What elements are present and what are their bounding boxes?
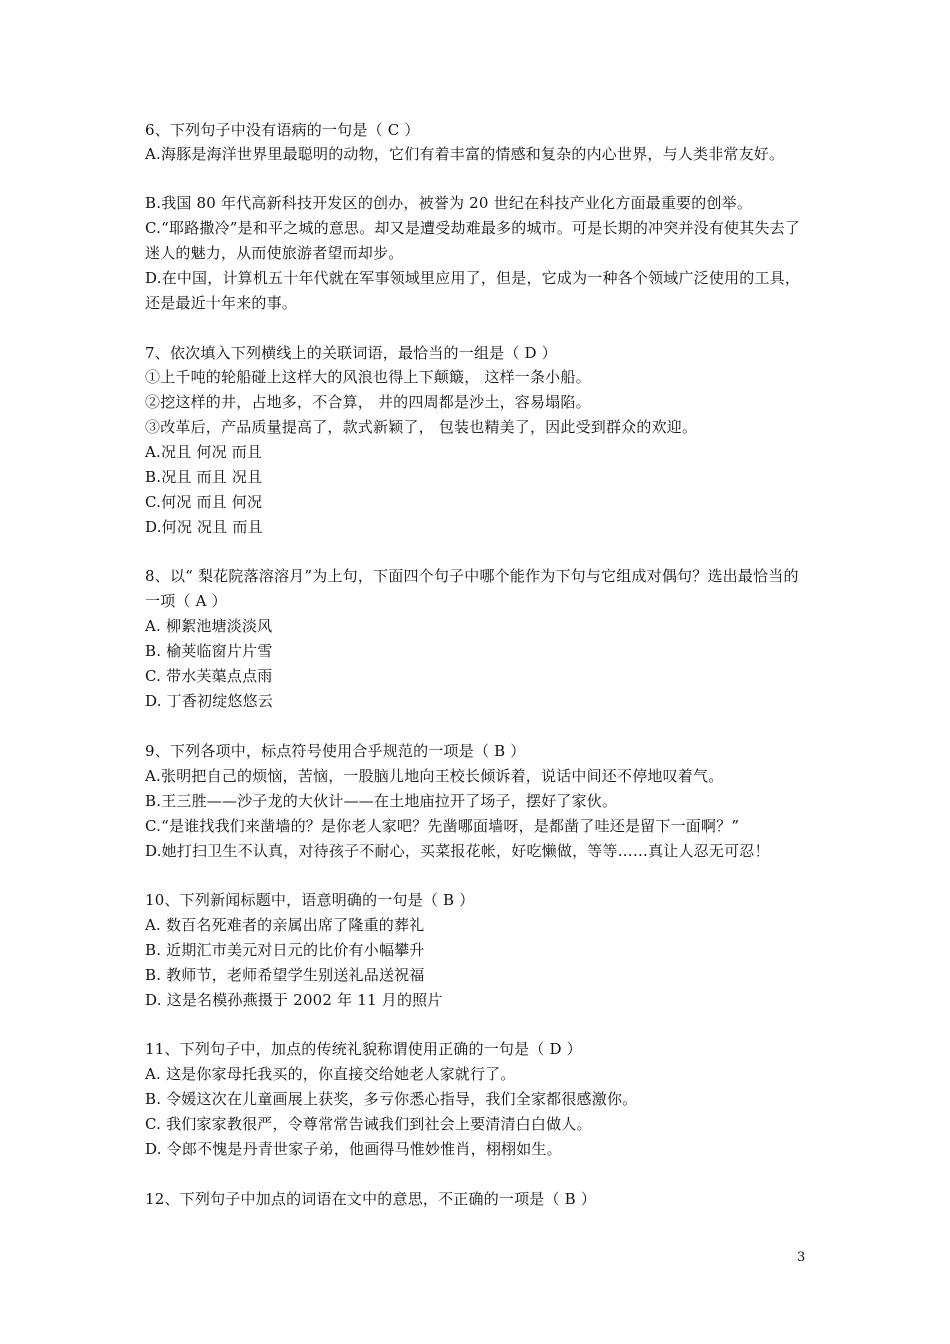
q7-option-a: A.况且 何况 而且	[145, 443, 263, 461]
q9-option-b: B.王三胜——沙子龙的大伙计——在土地庙拉开了场子，摆好了家伙。	[145, 792, 618, 810]
q8-option-b: B. 榆荚临窗片片雪	[145, 642, 273, 660]
q11-option-b: B. 令媛这次在儿童画展上获奖，多亏你悉心指导，我们全家都很感激你。	[145, 1090, 638, 1108]
q7-option-b: B.况且 而且 况且	[145, 468, 263, 486]
q9-option-d: D.她打扫卫生不认真，对待孩子不耐心，买菜报花帐，好吃懒做，等等……真让人忍无可忍！	[145, 842, 770, 860]
q7-sentence-3: ③改革后，产品质量提高了，款式新颖了， 包装也精美了，因此受到群众的欢迎。	[145, 418, 698, 436]
page-number: 3	[797, 1250, 806, 1265]
q8-option-d: D. 丁香初绽悠悠云	[145, 692, 274, 710]
q7-option-c: C.何况 而且 何况	[145, 493, 263, 511]
q11-option-d: D. 令郎不愧是丹青世家子弟，他画得马惟妙惟肖，栩栩如生。	[145, 1140, 562, 1158]
q6-option-d: D.在中国，计算机五十年代就在军事领域里应用了，但是，它成为一种各个领域广泛使用的工具，还是最近十年来的事。	[145, 269, 801, 312]
q7-stem: 7、依次填入下列横线上的关联词语，最恰当的一组是（ D ）	[145, 344, 557, 362]
q6-option-b: B.我国 80 年代高新科技开发区的创办，被誉为 20 世纪在科技产业化方面最重要的创举。	[145, 194, 753, 212]
q11-option-c: C. 我们家家教很严，令尊常常告诫我们到社会上要清清白白做人。	[145, 1115, 592, 1133]
q7-sentence-2: ②挖这样的井，占地多，不合算， 井的四周都是沙土，容易塌陷。	[145, 393, 591, 411]
q10-option-a: A. 数百名死难者的亲属出席了隆重的葬礼	[145, 916, 425, 934]
q9-stem: 9、下列各项中，标点符号使用合乎规范的一项是（ B ）	[145, 742, 526, 760]
q7-option-d: D.何况 况且 而且	[145, 518, 263, 536]
q6-option-c: C.“耶路撒冷”是和平之城的意思。却又是遭受劫难最多的城市。可是长期的冲突并没有使其失去了迷人的魅力，从而使旅游者望而却步。	[145, 219, 801, 262]
q9-option-c: C.“是谁找我们来凿墙的？是你老人家吧？先凿哪面墙呀，是都凿了哇还是留下一面啊？”	[145, 817, 740, 835]
q6-stem: 6、下列句子中没有语病的一句是（ C ）	[145, 121, 420, 139]
q11-stem: 11、下列句子中，加点的传统礼貌称谓使用正确的一句是（ D ）	[145, 1040, 582, 1058]
q8-option-a: A. 柳絮池塘淡淡风	[145, 617, 273, 635]
q11-option-a: A. 这是你家母托我买的，你直接交给她老人家就行了。	[145, 1065, 516, 1083]
q12-stem: 12、下列句子中加点的词语在文中的意思，不正确的一项是（ B ）	[145, 1190, 597, 1208]
q6-option-a: A.海豚是海洋世界里最聪明的动物，它们有着丰富的情感和复杂的内心世界，与人类非常友好。	[145, 145, 785, 163]
q10-option-b: B. 近期汇市美元对日元的比价有小幅攀升	[145, 941, 425, 959]
q10-option-c: B. 教师节，老师希望学生别送礼品送祝福	[145, 966, 425, 984]
q10-option-d: D. 这是名模孙燕摄于 2002 年 11 月的照片	[145, 991, 443, 1009]
q8-option-c: C. 带水芙蕖点点雨	[145, 667, 273, 685]
q9-option-a: A.张明把自己的烦恼，苦恼，一股脑儿地向王校长倾诉着，说话中间还不停地叹着气。	[145, 767, 724, 785]
q7-sentence-1: ①上千吨的轮船碰上这样大的风浪也得上下颠簸， 这样一条小船。	[145, 368, 591, 386]
q10-stem: 10、下列新闻标题中，语意明确的一句是（ B ）	[145, 891, 475, 909]
q8-stem: 8、以“ 梨花院落溶溶月”为上句，下面四个句子中哪个能作为下句与它组成对偶句？选出最恰当的一项（ A ）	[145, 567, 799, 610]
